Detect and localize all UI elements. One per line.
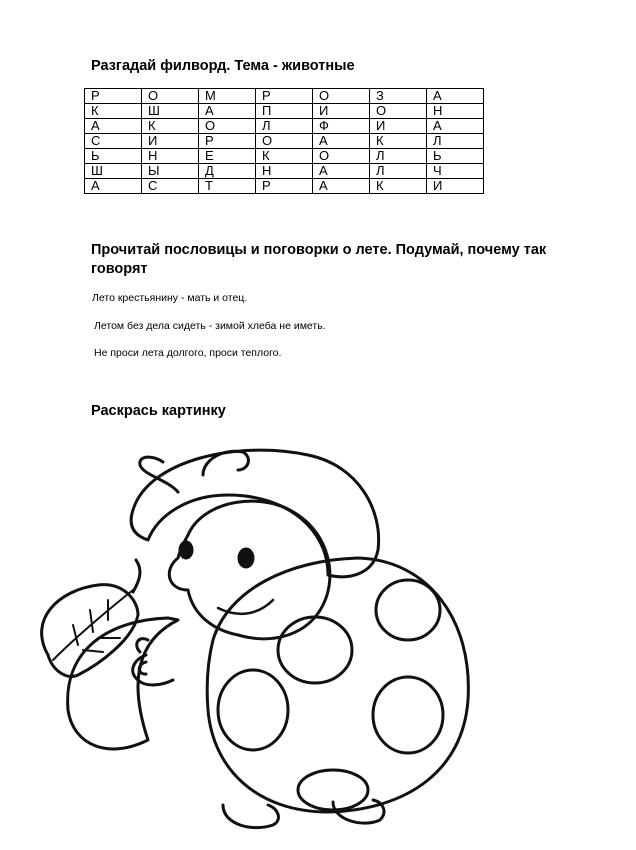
- mouth: [218, 600, 273, 614]
- wordsearch-cell: Ь: [85, 149, 142, 164]
- wordsearch-cell: К: [142, 119, 199, 134]
- wordsearch-cell: А: [427, 119, 484, 134]
- wordsearch-cell: А: [313, 164, 370, 179]
- wordsearch-cell: Д: [199, 164, 256, 179]
- wordsearch-cell: Т: [199, 179, 256, 194]
- wordsearch-cell: С: [85, 134, 142, 149]
- wordsearch-cell: Ы: [142, 164, 199, 179]
- wordsearch-cell: З: [370, 89, 427, 104]
- wordsearch-cell: О: [313, 89, 370, 104]
- wordsearch-cell: Р: [256, 89, 313, 104]
- wordsearch-row: [85, 104, 484, 119]
- wordsearch-grid: [84, 88, 484, 194]
- wordsearch-cell: Ш: [85, 164, 142, 179]
- wordsearch-cell: А: [85, 179, 142, 194]
- shell-spot: [218, 670, 288, 750]
- wordsearch-cell: К: [85, 104, 142, 119]
- wordsearch-cell: А: [427, 89, 484, 104]
- wordsearch-cell: Ь: [427, 149, 484, 164]
- wordsearch-cell: Ш: [142, 104, 199, 119]
- wordsearch-row: [85, 89, 484, 104]
- wordsearch-cell: Л: [370, 149, 427, 164]
- wordsearch-row: [85, 149, 484, 164]
- eye-right: [239, 549, 253, 567]
- proverb-1: Лето крестьянину - мать и отец.: [92, 292, 248, 304]
- eye-left: [180, 542, 192, 558]
- wordsearch-cell: Р: [199, 134, 256, 149]
- wordsearch-cell: К: [370, 134, 427, 149]
- wordsearch-cell: Н: [142, 149, 199, 164]
- wordsearch-cell: О: [142, 89, 199, 104]
- wordsearch-cell: Н: [256, 164, 313, 179]
- proverbs-title: Прочитай пословицы и поговорки о лете. Подумай, почему так говорят: [91, 242, 547, 277]
- wordsearch-cell: И: [313, 104, 370, 119]
- wordsearch-row: [85, 179, 484, 194]
- wordsearch-cell: С: [142, 179, 199, 194]
- shell-spot: [373, 677, 443, 753]
- wordsearch-cell: А: [313, 179, 370, 194]
- wordsearch-cell: Л: [427, 134, 484, 149]
- wordsearch-cell: И: [142, 134, 199, 149]
- wordsearch-cell: Р: [256, 179, 313, 194]
- foot-left: [223, 805, 278, 828]
- wordsearch-cell: О: [370, 104, 427, 119]
- wordsearch-cell: Ч: [427, 164, 484, 179]
- wordsearch-cell: К: [256, 149, 313, 164]
- ladybug-drawing: [28, 440, 488, 840]
- wordsearch-cell: О: [313, 149, 370, 164]
- wordsearch-row: [85, 134, 484, 149]
- wordsearch-cell: И: [370, 119, 427, 134]
- wordsearch-cell: Л: [370, 164, 427, 179]
- wordsearch-cell: Ф: [313, 119, 370, 134]
- wordsearch-cell: Л: [256, 119, 313, 134]
- proverb-3: Не проси лета долгого, проси теплого.: [94, 347, 282, 359]
- wordsearch-row: [85, 119, 484, 134]
- wordsearch-cell: Е: [199, 149, 256, 164]
- wordsearch-cell: П: [256, 104, 313, 119]
- wordsearch-cell: К: [370, 179, 427, 194]
- wordsearch-cell: О: [199, 119, 256, 134]
- coloring-title: Раскрась картинку: [91, 403, 226, 419]
- wordsearch-cell: М: [199, 89, 256, 104]
- wordsearch-cell: Н: [427, 104, 484, 119]
- shell-spot: [278, 617, 352, 683]
- wordsearch-cell: О: [256, 134, 313, 149]
- proverb-2: Летом без дела сидеть - зимой хлеба не иметь.: [94, 320, 326, 332]
- wordsearch-cell: А: [313, 134, 370, 149]
- wordsearch-cell: И: [427, 179, 484, 194]
- wordsearch-cell: А: [85, 119, 142, 134]
- leaf-stem: [133, 560, 140, 592]
- shell-spot: [376, 580, 440, 640]
- wordsearch-cell: Р: [85, 89, 142, 104]
- wordsearch-row: [85, 164, 484, 179]
- wordsearch-cell: А: [199, 104, 256, 119]
- wordsearch-title: Разгадай филворд. Тема - животные: [91, 58, 355, 74]
